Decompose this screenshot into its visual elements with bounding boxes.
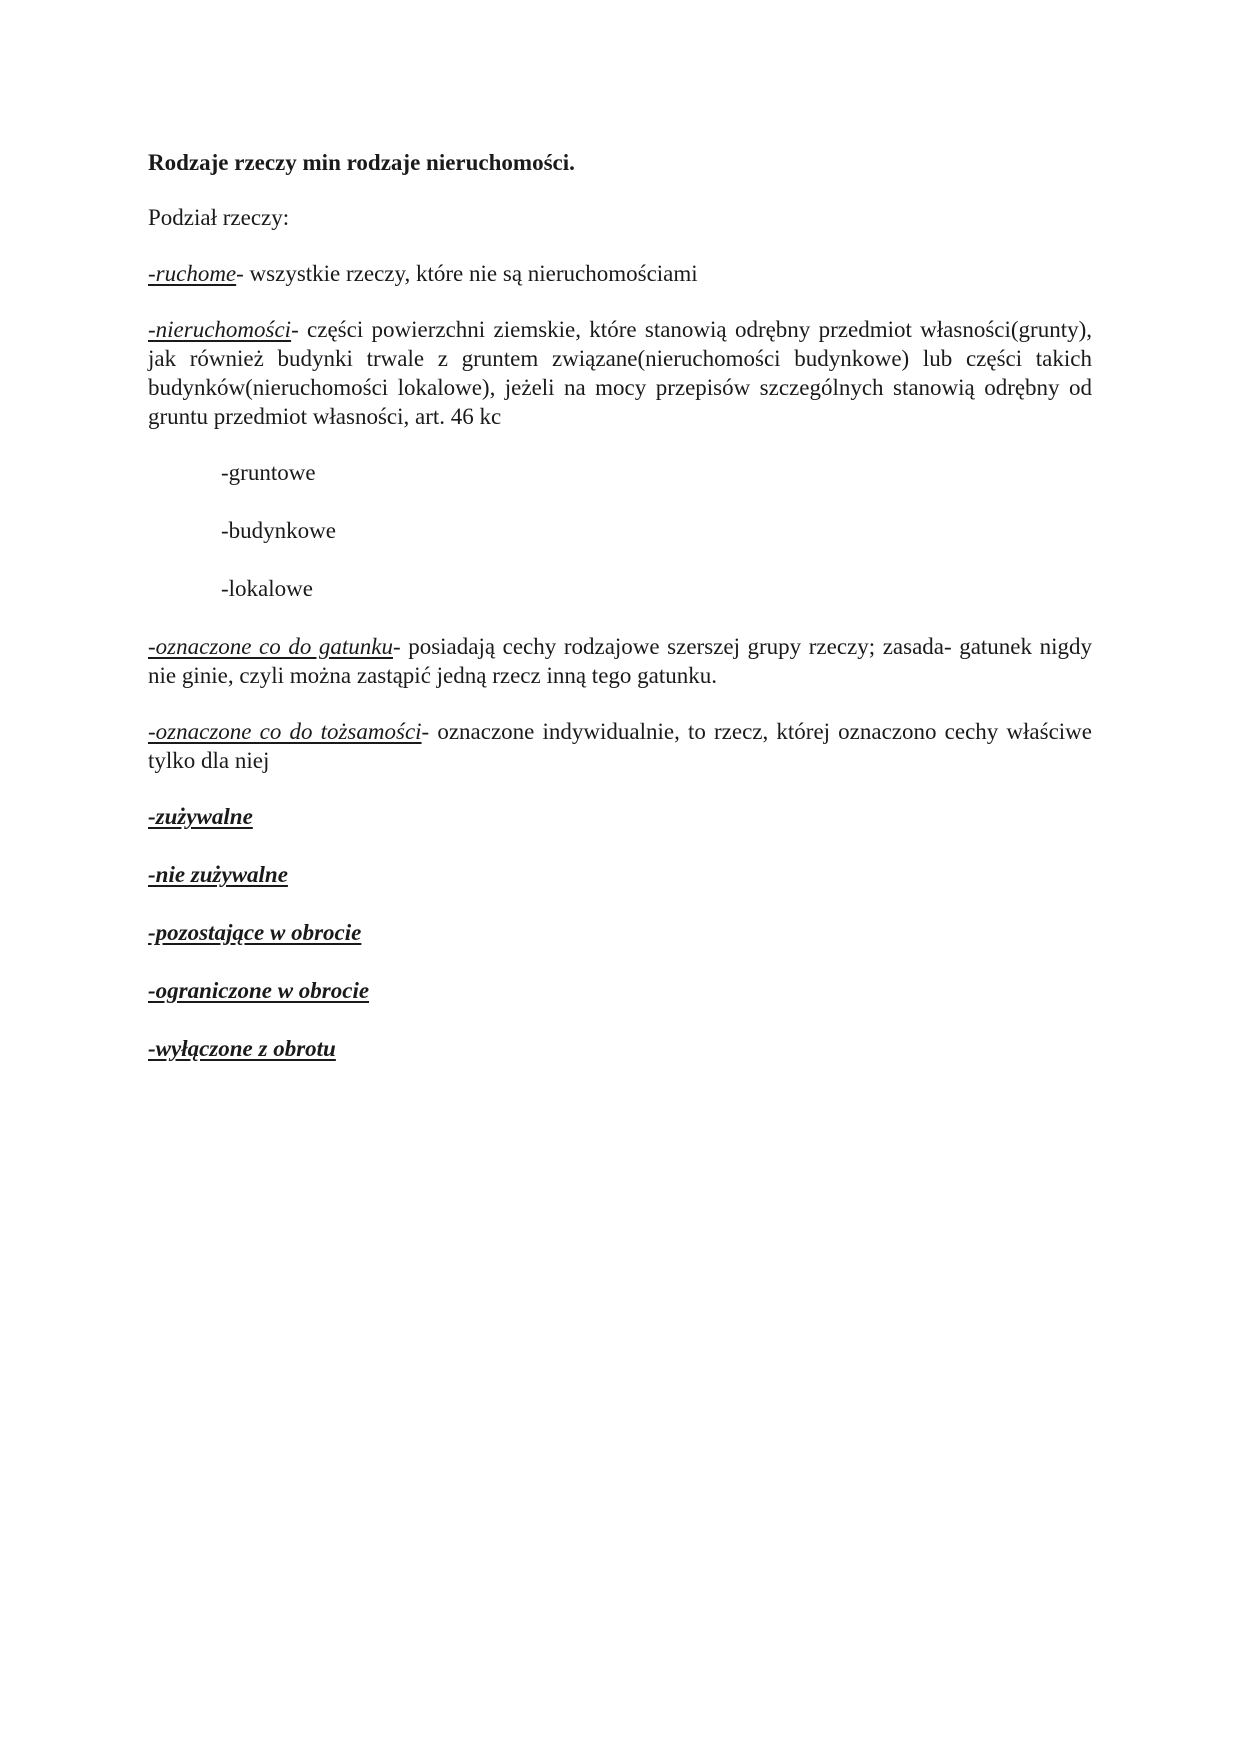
definition-gatunek: - posiadają cechy rodzajowe szerszej grupy rzeczy; zasada- gatunek nigdy nie ginie, czyli można zastąpić jedną rzecz inną tego gatunku. bbox=[148, 634, 1092, 688]
category-nie-zuzywalne-label: -nie zużywalne bbox=[148, 862, 288, 887]
category-zuzywalne bbox=[148, 802, 1092, 831]
category-nie-zuzywalne bbox=[148, 860, 1092, 889]
definition-ruchome: - wszystkie rzeczy, które nie są nieruchomościami bbox=[236, 261, 698, 286]
paragraph-ruchome bbox=[148, 259, 1092, 288]
list-item-gruntowe: -gruntowe bbox=[221, 460, 316, 485]
category-zuzywalne-label: -zużywalne bbox=[148, 804, 253, 829]
term-tozsamosc: -oznaczone co do tożsamości bbox=[148, 719, 422, 744]
paragraph-gatunek bbox=[148, 632, 1092, 690]
category-pozostajace-w-obrocie-label: -pozostające w obrocie bbox=[148, 920, 362, 945]
document-title: Rodzaje rzeczy min rodzaje nieruchomości. bbox=[148, 150, 575, 175]
paragraph-tozsamosc bbox=[148, 717, 1092, 775]
list-item-budynkowe: -budynkowe bbox=[221, 518, 336, 543]
list-item-lokalowe: -lokalowe bbox=[221, 576, 313, 601]
term-ruchome: -ruchome bbox=[148, 261, 237, 286]
category-ograniczone-w-obrocie bbox=[148, 976, 1092, 1005]
term-nieruchomosci: -nieruchomości bbox=[148, 317, 292, 342]
term-gatunek: -oznaczone co do gatunku bbox=[148, 634, 393, 659]
document-body bbox=[148, 148, 1092, 1092]
definition-tozsamosc: - oznaczone indywidualnie, to rzecz, której oznaczono cechy właściwe tylko dla niej bbox=[148, 719, 1092, 773]
category-wylaczone-z-obrotu-label: -wyłączone z obrotu bbox=[148, 1036, 336, 1061]
intro-line: Podział rzeczy: bbox=[148, 205, 290, 230]
paragraph-nieruchomosci bbox=[148, 315, 1092, 431]
category-pozostajace-w-obrocie bbox=[148, 918, 1092, 947]
definition-nieruchomosci: - części powierzchni ziemskie, które stanowią odrębny przedmiot własności(grunty), jak również budynki trwale z gruntem związane(nieruchomości budynkowe) lub części takich budynków(nieruchomości lokalowe), jeżeli na mocy przepisów szczególnych stanowią odrębny od gruntu przedmiot własności, art. 46 kc bbox=[148, 317, 1092, 429]
category-ograniczone-w-obrocie-label: -ograniczone w obrocie bbox=[148, 978, 370, 1003]
category-wylaczone-z-obrotu bbox=[148, 1034, 1092, 1063]
